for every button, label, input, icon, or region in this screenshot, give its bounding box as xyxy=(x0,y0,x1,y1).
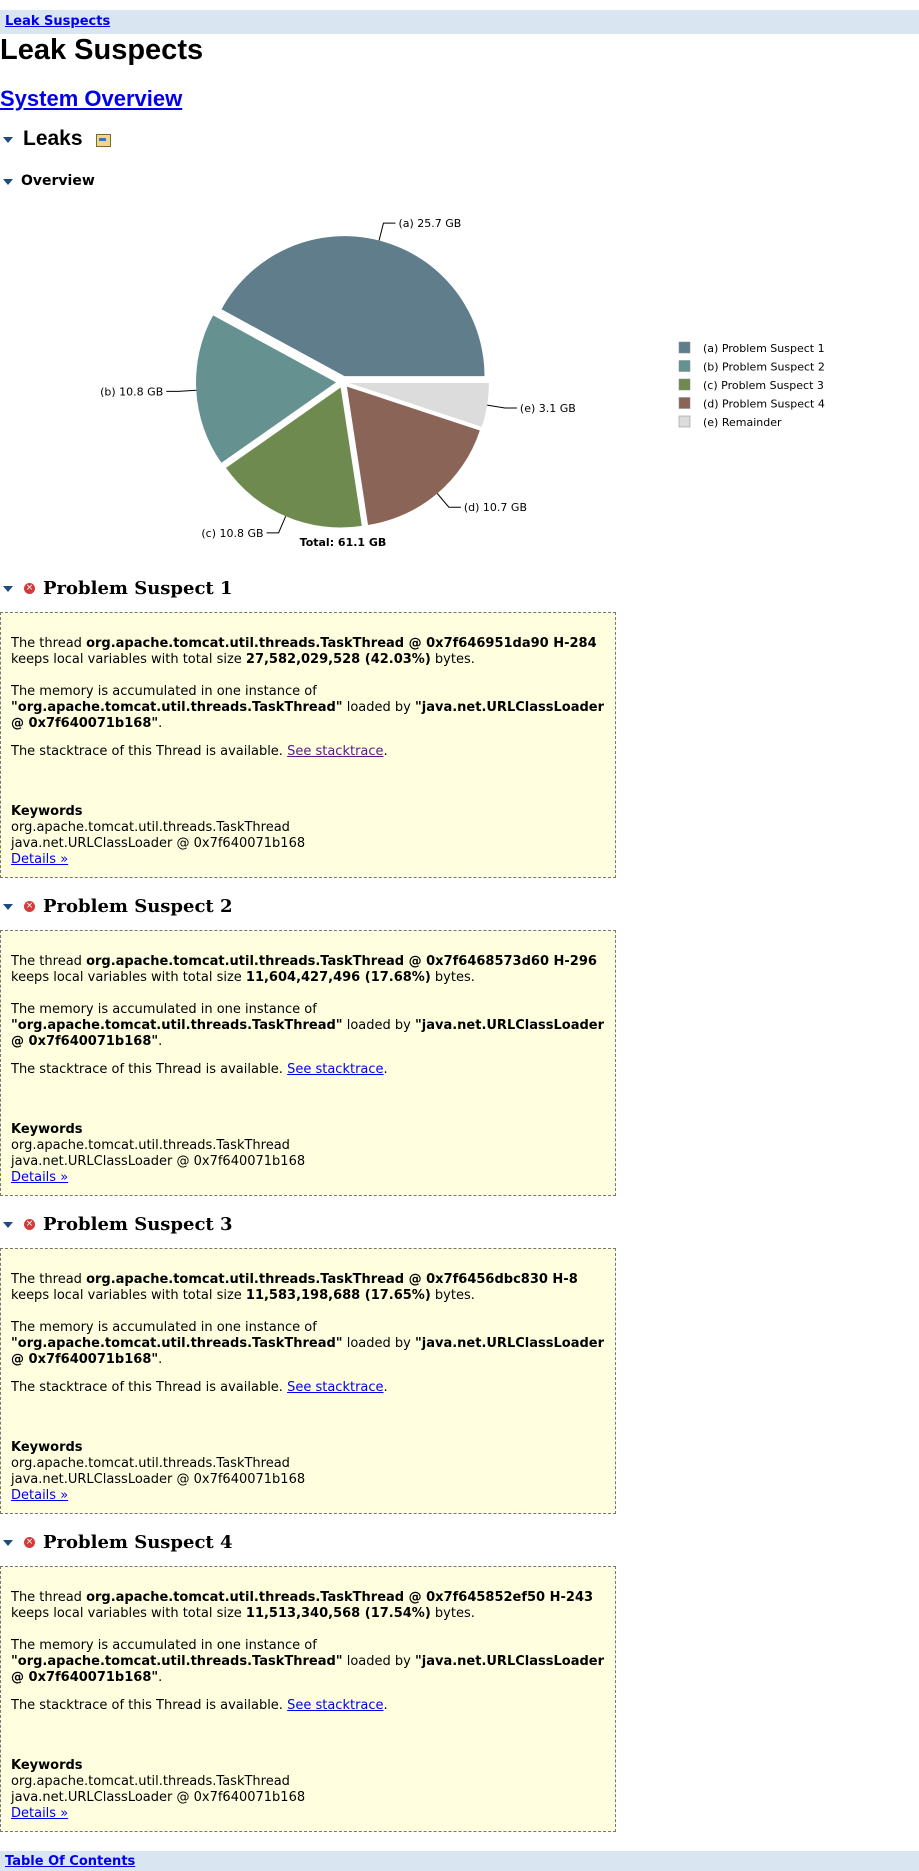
problem-suspect-title: Problem Suspect 3 xyxy=(43,1214,233,1235)
keyword: java.net.URLClassLoader @ 0x7f640071b168 xyxy=(11,1790,306,1805)
text: . xyxy=(383,1698,388,1713)
accumulation-description xyxy=(11,1320,607,1368)
text: loaded by xyxy=(342,1336,415,1351)
text: bytes. xyxy=(430,1288,475,1303)
accumulation-description xyxy=(11,1638,607,1686)
keyword: org.apache.tomcat.util.threads.TaskThread xyxy=(11,1456,290,1471)
error-icon: × xyxy=(25,901,34,911)
keywords-label: Keywords xyxy=(11,1122,83,1137)
legend-label: (e) Remainder xyxy=(703,416,782,429)
legend-label: (d) Problem Suspect 4 xyxy=(703,397,825,411)
thread-object: org.apache.tomcat.util.threads.TaskThread @ 0x7f6456dbc830 H-8 xyxy=(86,1272,578,1287)
retained-size: 27,582,029,528 (42.03%) xyxy=(245,652,431,667)
text: The thread xyxy=(11,954,87,969)
text: The stacktrace of this Thread is available. xyxy=(11,744,288,759)
details-link[interactable]: Details » xyxy=(11,1806,69,1821)
text: The memory is accumulated in one instance of xyxy=(11,1002,317,1017)
text: . xyxy=(158,1352,163,1367)
collapse-triangle-icon[interactable] xyxy=(3,586,13,592)
leak-pie-chart xyxy=(0,205,919,555)
error-icon: × xyxy=(25,583,34,593)
details-link[interactable]: Details » xyxy=(11,852,69,867)
retained-size: 11,583,198,688 (17.65%) xyxy=(245,1288,431,1303)
pie-total-label: Total: 61.1 GB xyxy=(299,536,387,549)
text: . xyxy=(158,1670,163,1685)
see-stacktrace-link[interactable]: See stacktrace xyxy=(287,1062,384,1077)
pie-leader-line xyxy=(487,405,517,408)
pie-leader-line xyxy=(437,493,461,507)
legend-swatch xyxy=(679,398,690,409)
legend-swatch xyxy=(679,342,690,353)
class-loader: "java.net.URLClassLoader @ 0x7f640071b168" xyxy=(11,1654,604,1685)
class-name: "org.apache.tomcat.util.threads.TaskThread" xyxy=(11,1018,343,1033)
collapse-triangle-icon[interactable] xyxy=(3,1222,13,1228)
page-title: Leak Suspects xyxy=(0,34,204,66)
pie-slice-label: (e) 3.1 GB xyxy=(519,402,576,416)
text: . xyxy=(158,716,163,731)
text: The memory is accumulated in one instance of xyxy=(11,684,317,699)
text: . xyxy=(383,744,388,759)
text: The memory is accumulated in one instance of xyxy=(11,1638,317,1653)
accumulation-description xyxy=(11,1002,607,1050)
keyword: org.apache.tomcat.util.threads.TaskThread xyxy=(11,1138,290,1153)
pie-slice-label: (b) 10.8 GB xyxy=(100,385,164,399)
legend-label: (a) Problem Suspect 1 xyxy=(703,342,825,355)
stacktrace-note xyxy=(11,1698,607,1714)
text: . xyxy=(158,1034,163,1049)
keywords-label: Keywords xyxy=(11,1440,83,1455)
class-name: "org.apache.tomcat.util.threads.TaskThread" xyxy=(11,1654,343,1669)
keywords-block xyxy=(11,1758,607,1822)
stacktrace-note xyxy=(11,1380,607,1396)
pie-slice-label: (c) 10.8 GB xyxy=(201,526,264,540)
keyword: org.apache.tomcat.util.threads.TaskThread xyxy=(11,1774,290,1789)
keyword: java.net.URLClassLoader @ 0x7f640071b168 xyxy=(11,1472,306,1487)
suspect-description xyxy=(11,1590,607,1622)
problem-suspect-box xyxy=(0,1566,616,1832)
see-stacktrace-link[interactable]: See stacktrace xyxy=(287,1698,384,1713)
text: keeps local variables with total size xyxy=(11,1606,246,1621)
stacktrace-note xyxy=(11,744,607,760)
keywords-block xyxy=(11,1440,607,1504)
table-of-contents-bar xyxy=(0,1851,919,1871)
text: bytes. xyxy=(430,1606,475,1621)
class-loader: "java.net.URLClassLoader @ 0x7f640071b168" xyxy=(11,700,604,731)
legend-swatch xyxy=(679,416,690,427)
table-of-contents-link[interactable]: Table Of Contents xyxy=(5,1854,136,1869)
leak-suspects-nav-link[interactable]: Leak Suspects xyxy=(5,14,111,29)
suspect-description xyxy=(11,636,607,668)
text: . xyxy=(383,1380,388,1395)
text: The stacktrace of this Thread is available. xyxy=(11,1380,288,1395)
collapse-triangle-icon[interactable] xyxy=(3,1540,13,1546)
thread-object: org.apache.tomcat.util.threads.TaskThread @ 0x7f6468573d60 H-296 xyxy=(86,954,597,969)
text: keeps local variables with total size xyxy=(11,970,246,985)
text: The stacktrace of this Thread is available. xyxy=(11,1698,288,1713)
keywords-label: Keywords xyxy=(11,804,83,819)
query-icon[interactable] xyxy=(96,134,111,147)
text: loaded by xyxy=(342,1654,415,1669)
top-navbar xyxy=(0,10,919,34)
text: keeps local variables with total size xyxy=(11,652,246,667)
see-stacktrace-link[interactable]: See stacktrace xyxy=(287,1380,384,1395)
pie-slice-label: (d) 10.7 GB xyxy=(463,501,528,515)
thread-object: org.apache.tomcat.util.threads.TaskThread @ 0x7f645852ef50 H-243 xyxy=(86,1590,594,1605)
suspect-description xyxy=(11,954,607,986)
error-icon: × xyxy=(25,1219,34,1229)
problem-suspect-box xyxy=(0,1248,616,1514)
text: The memory is accumulated in one instance of xyxy=(11,1320,317,1335)
keywords-label: Keywords xyxy=(11,1758,83,1773)
pie-leader-line xyxy=(267,516,286,533)
accumulation-description xyxy=(11,684,607,732)
class-name: "org.apache.tomcat.util.threads.TaskThread" xyxy=(11,1336,343,1351)
collapse-triangle-icon[interactable] xyxy=(3,137,13,143)
class-loader: "java.net.URLClassLoader @ 0x7f640071b168" xyxy=(11,1336,604,1367)
text: The thread xyxy=(11,1272,87,1287)
overview-heading: Overview xyxy=(21,173,95,189)
keyword: java.net.URLClassLoader @ 0x7f640071b168 xyxy=(11,836,306,851)
legend-label: (b) Problem Suspect 2 xyxy=(703,360,825,374)
problem-suspect-title: Problem Suspect 4 xyxy=(43,1532,233,1553)
text: . xyxy=(383,1062,388,1077)
keywords-block xyxy=(11,804,607,868)
retained-size: 11,513,340,568 (17.54%) xyxy=(245,1606,431,1621)
see-stacktrace-link[interactable]: See stacktrace xyxy=(287,744,384,759)
legend-swatch xyxy=(679,379,690,390)
problem-suspect-box xyxy=(0,612,616,878)
suspect-description xyxy=(11,1272,607,1304)
text: The stacktrace of this Thread is available. xyxy=(11,1062,288,1077)
stacktrace-note xyxy=(11,1062,607,1078)
legend-label: (c) Problem Suspect 3 xyxy=(703,379,824,392)
text: The thread xyxy=(11,1590,87,1605)
text: keeps local variables with total size xyxy=(11,1288,246,1303)
pie-leader-line xyxy=(379,223,395,240)
problem-suspect-box xyxy=(0,930,616,1196)
text: bytes. xyxy=(430,970,475,985)
keywords-block xyxy=(11,1122,607,1186)
text: bytes. xyxy=(430,652,475,667)
collapse-triangle-icon[interactable] xyxy=(3,904,13,910)
problem-suspect-title: Problem Suspect 1 xyxy=(43,578,233,599)
legend-swatch xyxy=(679,361,690,372)
error-icon: × xyxy=(25,1537,34,1547)
pie-leader-line xyxy=(166,390,196,391)
retained-size: 11,604,427,496 (17.68%) xyxy=(245,970,431,985)
text: loaded by xyxy=(342,1018,415,1033)
keyword: org.apache.tomcat.util.threads.TaskThread xyxy=(11,820,290,835)
system-overview-link[interactable]: System Overview xyxy=(0,86,183,111)
details-link[interactable]: Details » xyxy=(11,1170,69,1185)
pie-slice-label: (a) 25.7 GB xyxy=(398,217,462,231)
details-link[interactable]: Details » xyxy=(11,1488,69,1503)
class-name: "org.apache.tomcat.util.threads.TaskThread" xyxy=(11,700,343,715)
class-loader: "java.net.URLClassLoader @ 0x7f640071b168" xyxy=(11,1018,604,1049)
thread-object: org.apache.tomcat.util.threads.TaskThread @ 0x7f646951da90 H-284 xyxy=(86,636,597,651)
leaks-heading: Leaks xyxy=(23,127,83,150)
collapse-triangle-icon[interactable] xyxy=(3,179,13,185)
text: loaded by xyxy=(342,700,415,715)
problem-suspect-title: Problem Suspect 2 xyxy=(43,896,233,917)
text: The thread xyxy=(11,636,87,651)
keyword: java.net.URLClassLoader @ 0x7f640071b168 xyxy=(11,1154,306,1169)
